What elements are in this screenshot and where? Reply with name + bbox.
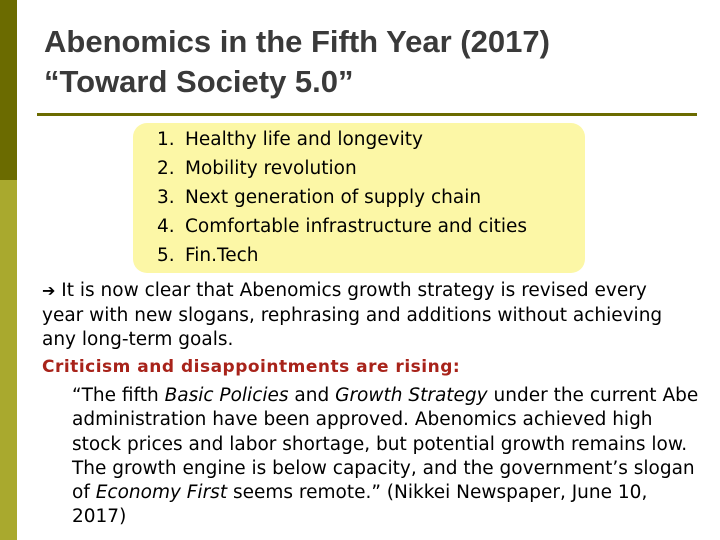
criticism-heading: Criticism and disappointments are rising: (42, 357, 461, 377)
list-item-text: Fin.Tech (185, 245, 259, 266)
society-5-list (157, 125, 527, 270)
slide-title-line-1: Abenomics in the Fifth Year (2017) (44, 24, 550, 59)
quote-emphasis: Basic Policies (164, 385, 289, 406)
list-item-number: 2. (157, 158, 175, 179)
list-item-number: 4. (157, 216, 175, 237)
arrow-right-icon: ➔ (42, 281, 56, 300)
list-item-text: Mobility revolution (185, 158, 357, 179)
slide-title (44, 22, 704, 102)
list-item-text: Healthy life and longevity (185, 129, 423, 150)
quote-text: seems remote.” (Nikkei Newspaper, June 10, 2017) (72, 482, 648, 528)
slide-title-line-2: “Toward Society 5.0” (44, 64, 354, 99)
list-item-number: 1. (157, 129, 175, 150)
nikkei-quote (72, 384, 700, 530)
quote-text: and (288, 385, 336, 406)
quote-text: under the current Abe administration have been approved. Abenomics achieved high stock prices and labor shortage, but potential growth remains low. The growth engine is below capacity, and the government’s slogan of (72, 385, 699, 504)
list-item-text: Comfortable infrastructure and cities (185, 216, 527, 237)
sidebar-accent-dark (0, 0, 17, 180)
title-divider (37, 113, 697, 116)
quote-emphasis: Economy First (95, 482, 228, 504)
list-item (157, 125, 527, 154)
list-item (157, 154, 527, 183)
summary-paragraph (42, 279, 692, 353)
list-item (157, 212, 527, 241)
list-item-number: 3. (157, 187, 175, 208)
sidebar-accent (0, 0, 17, 540)
sidebar-accent-light (0, 180, 17, 540)
list-item-number: 5. (157, 245, 175, 266)
list-item (157, 183, 527, 212)
list-item-text: Next generation of supply chain (185, 187, 482, 208)
quote-emphasis: Growth Strategy (335, 385, 488, 406)
quote-text: “The fifth (72, 385, 165, 406)
summary-text: It is now clear that Abenomics growth strategy is revised every year with new slogans, rephrasing and additions without achieving any long-term goals. (42, 280, 663, 350)
list-item (157, 241, 527, 270)
